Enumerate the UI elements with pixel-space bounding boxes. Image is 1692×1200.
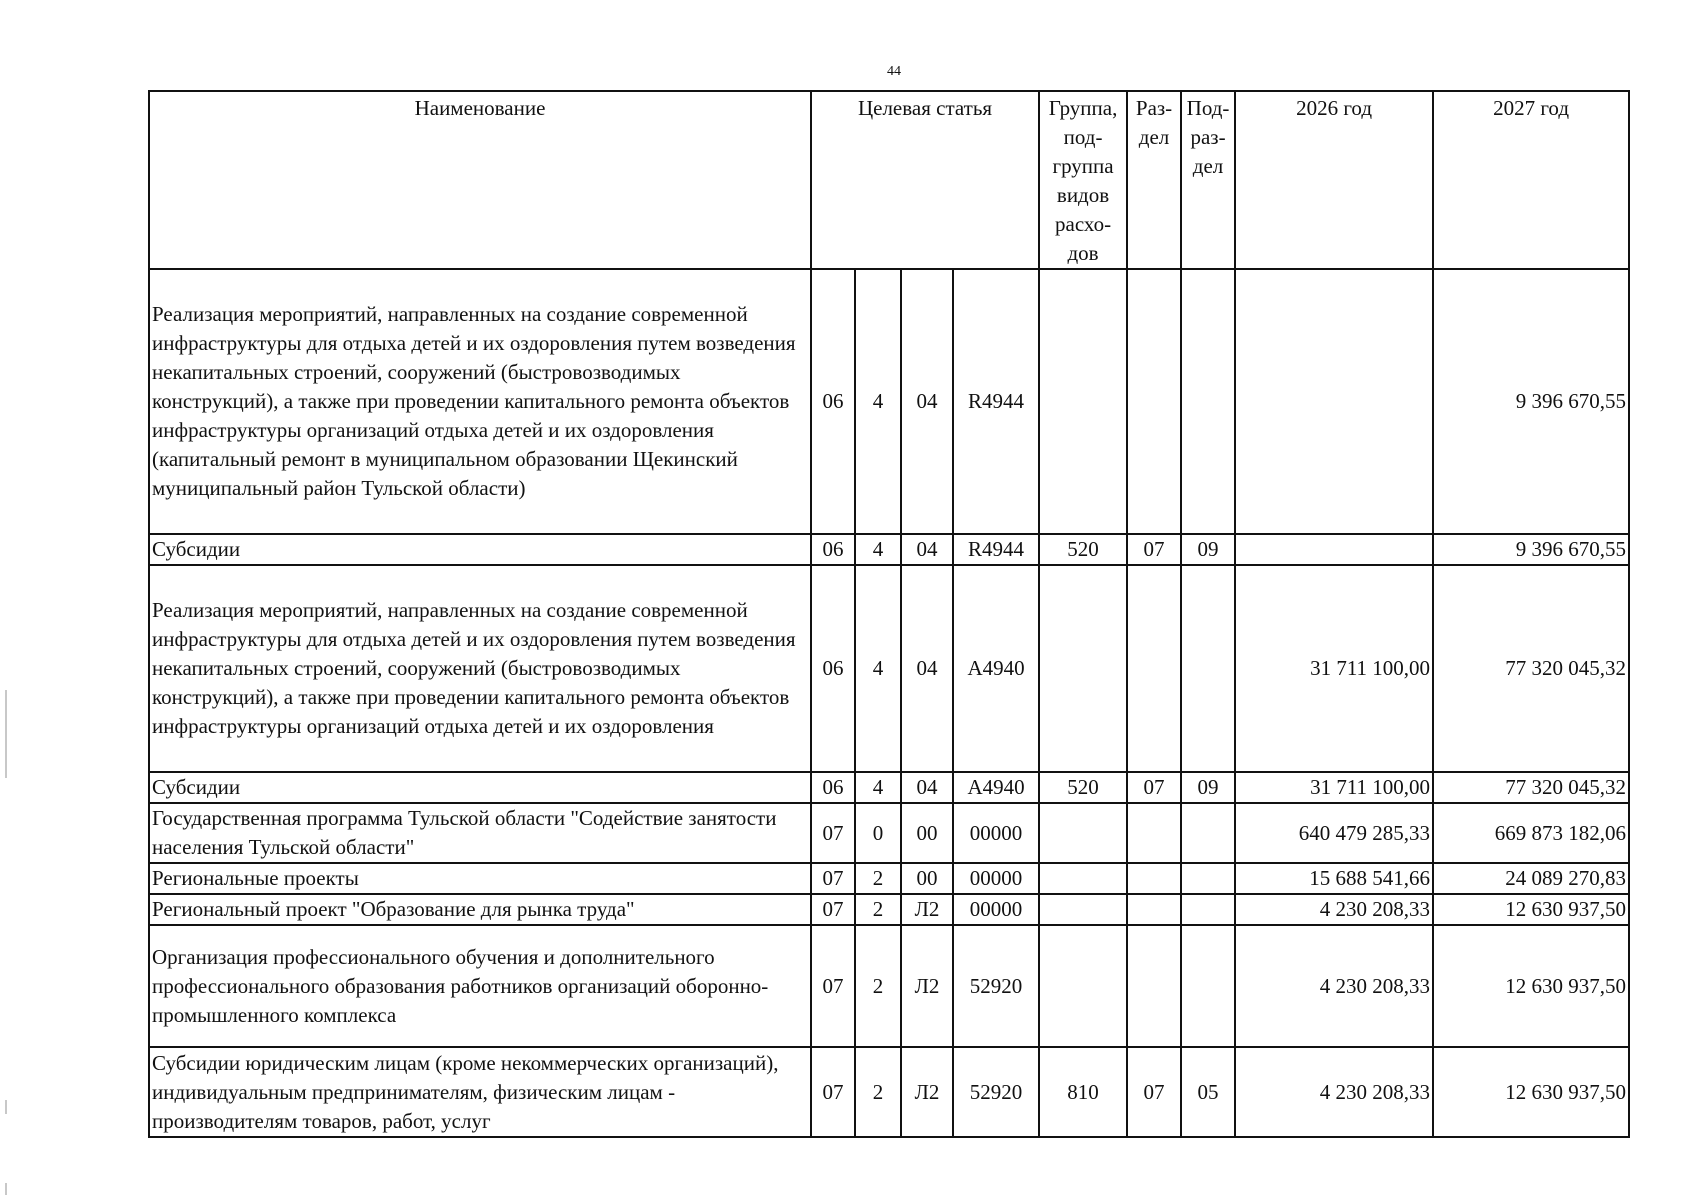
target-code-3: Л2 [901,925,953,1047]
table-row [149,772,1629,803]
amount-2027: 12 630 937,50 [1433,894,1629,925]
amount-2026: 31 711 100,00 [1235,772,1433,803]
expense-group: 520 [1039,534,1127,565]
target-code-1: 06 [811,772,855,803]
table-row [149,565,1629,772]
target-code-3: Л2 [901,1047,953,1137]
header-year-2027: 2027 год [1433,91,1629,269]
page-number: 44 [887,64,901,79]
table-row [149,894,1629,925]
target-code-2: 2 [855,925,901,1047]
section-code [1127,565,1181,772]
target-code-3: 04 [901,269,953,534]
target-code-2: 2 [855,894,901,925]
scan-artifact [5,1183,7,1195]
table-row [149,925,1629,1047]
amount-2027: 77 320 045,32 [1433,772,1629,803]
row-name: Субсидии юридическим лицам (кроме некоммерческих организаций), индивидуальным предпринимателям, физическим лицам - производителям товаров, работ, услуг [149,1047,811,1137]
section-code [1127,269,1181,534]
row-name: Реализация мероприятий, направленных на создание современной инфраструктуры для отдыха детей и их оздоровления путем возведения некапитальных строений, сооружений (быстровозводимых конструкций), а также при проведении капитального ремонта объектов инфраструктуры организаций отдыха детей и их оздоровления [149,565,811,772]
target-code-3: 04 [901,772,953,803]
row-name: Реализация мероприятий, направленных на создание современной инфраструктуры для отдыха детей и их оздоровления путем возведения некапитальных строений, сооружений (быстровозводимых конструкций), а также при проведении капитального ремонта объектов инфраструктуры организаций отдыха детей и их оздоровления (капитальный ремонт в муниципальном образовании Щекинский муниципальный район Тульской области) [149,269,811,534]
target-code-1: 07 [811,894,855,925]
section-code [1127,925,1181,1047]
section-code: 07 [1127,534,1181,565]
section-code [1127,803,1181,863]
target-code-2: 2 [855,1047,901,1137]
table-row [149,863,1629,894]
target-code-1: 07 [811,803,855,863]
header-subsection: Под-раз-дел [1181,91,1235,269]
row-name: Субсидии [149,534,811,565]
amount-2026: 640 479 285,33 [1235,803,1433,863]
target-code-2: 4 [855,565,901,772]
header-section: Раз-дел [1127,91,1181,269]
amount-2027: 12 630 937,50 [1433,925,1629,1047]
expense-group [1039,925,1127,1047]
header-name: Наименование [149,91,811,269]
amount-2027: 12 630 937,50 [1433,1047,1629,1137]
target-code-3: 00 [901,803,953,863]
amount-2027: 9 396 670,55 [1433,269,1629,534]
expense-group [1039,894,1127,925]
table-row [149,269,1629,534]
subsection-code: 09 [1181,534,1235,565]
budget-table [148,90,1630,1138]
expense-group [1039,803,1127,863]
subsection-code: 05 [1181,1047,1235,1137]
table-row [149,534,1629,565]
target-code-4: 52920 [953,1047,1039,1137]
header-year-2026: 2026 год [1235,91,1433,269]
subsection-code [1181,894,1235,925]
target-code-2: 4 [855,269,901,534]
subsection-code [1181,803,1235,863]
target-code-4: R4944 [953,534,1039,565]
subsection-code: 09 [1181,772,1235,803]
section-code [1127,894,1181,925]
row-name: Региональные проекты [149,863,811,894]
section-code: 07 [1127,1047,1181,1137]
target-code-3: 04 [901,534,953,565]
amount-2026: 4 230 208,33 [1235,894,1433,925]
subsection-code [1181,925,1235,1047]
header-row [149,91,1629,269]
amount-2027: 77 320 045,32 [1433,565,1629,772]
expense-group [1039,269,1127,534]
scan-artifact [5,690,7,778]
table-row [149,1047,1629,1137]
target-code-4: 52920 [953,925,1039,1047]
target-code-3: 04 [901,565,953,772]
section-code [1127,863,1181,894]
header-target-article: Целевая статья [811,91,1039,269]
amount-2027: 669 873 182,06 [1433,803,1629,863]
target-code-4: A4940 [953,565,1039,772]
amount-2026: 15 688 541,66 [1235,863,1433,894]
row-name: Субсидии [149,772,811,803]
target-code-2: 2 [855,863,901,894]
table-row [149,803,1629,863]
target-code-1: 07 [811,863,855,894]
amount-2026: 31 711 100,00 [1235,565,1433,772]
subsection-code [1181,863,1235,894]
target-code-3: Л2 [901,894,953,925]
amount-2026: 4 230 208,33 [1235,925,1433,1047]
target-code-4: A4940 [953,772,1039,803]
expense-group: 520 [1039,772,1127,803]
target-code-2: 0 [855,803,901,863]
target-code-4: 00000 [953,863,1039,894]
target-code-1: 07 [811,1047,855,1137]
expense-group [1039,863,1127,894]
target-code-1: 06 [811,565,855,772]
scan-artifact [5,1100,7,1114]
amount-2027: 24 089 270,83 [1433,863,1629,894]
target-code-4: 00000 [953,894,1039,925]
target-code-4: 00000 [953,803,1039,863]
amount-2026 [1235,534,1433,565]
header-expense-group: Группа, под-группа видов расхо-дов [1039,91,1127,269]
section-code: 07 [1127,772,1181,803]
amount-2027: 9 396 670,55 [1433,534,1629,565]
amount-2026 [1235,269,1433,534]
target-code-2: 4 [855,772,901,803]
row-name: Региональный проект "Образование для рынка труда" [149,894,811,925]
row-name: Организация профессионального обучения и дополнительного профессионального образования работников организаций оборонно-промышленного комплекса [149,925,811,1047]
target-code-4: R4944 [953,269,1039,534]
target-code-1: 07 [811,925,855,1047]
target-code-3: 00 [901,863,953,894]
expense-group [1039,565,1127,772]
subsection-code [1181,565,1235,772]
target-code-1: 06 [811,269,855,534]
expense-group: 810 [1039,1047,1127,1137]
target-code-2: 4 [855,534,901,565]
subsection-code [1181,269,1235,534]
amount-2026: 4 230 208,33 [1235,1047,1433,1137]
row-name: Государственная программа Тульской области "Содействие занятости населения Тульской области" [149,803,811,863]
target-code-1: 06 [811,534,855,565]
